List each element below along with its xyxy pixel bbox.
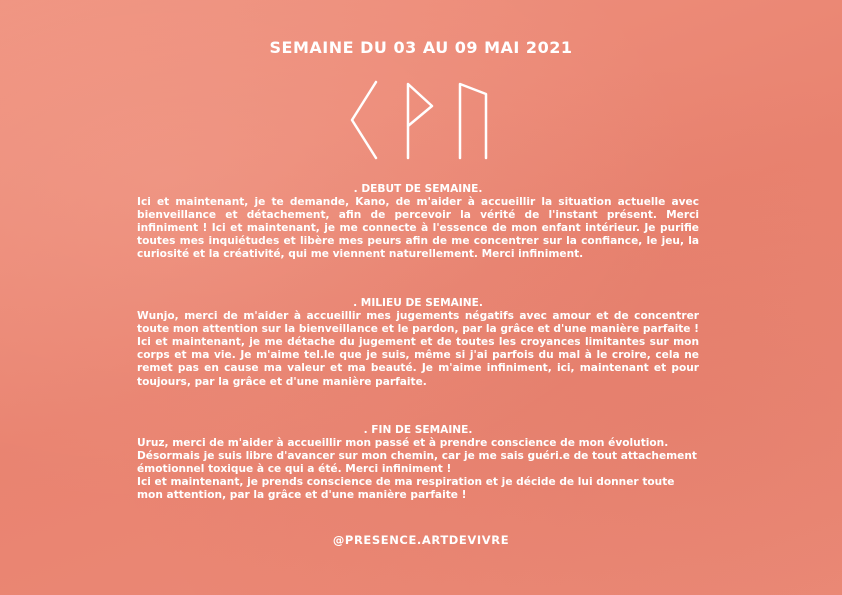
- section-text: Ici et maintenant, je te demande, Kano, de m'aider à accueillir la situation actuelle avec bienveillance et détachement, afin de percevoir la vérité de l'instant présent. Merci infiniment ! Ici et maintenant, je me connecte à l'essence de mon enfant intérieur. Je purifie toutes mes inquiétudes et libère mes peurs afin de me concentrer sur la confiance, le jeu, la curiosité et la créativité, qui me viennent naturellement. Merci infiniment.: [137, 196, 699, 261]
- instagram-handle: @PRESENCE.ARTDEVIVRE: [332, 533, 510, 547]
- section-debut: [137, 183, 699, 262]
- section-text: Uruz, merci de m'aider à accueillir mon passé et à prendre conscience de mon évolution. Désormais je suis libre d'avancer sur mon chemin, car je me sais guéri.e de tout attachement émotionnel toxique à ce qui a été. Merci infiniment ! Ici et maintenant, je prends conscience de ma respiration et je décide de lui donner toute mon attention, par la grâce et d'une manière parfaite !: [137, 437, 697, 502]
- section-heading: . DEBUT DE SEMAINE.: [353, 183, 483, 195]
- kano-rune-icon: [352, 82, 376, 158]
- section-milieu: [137, 297, 699, 389]
- page-title: SEMAINE DU 03 AU 09 MAI 2021: [269, 38, 573, 57]
- section-fin: [137, 424, 699, 503]
- uruz-rune-icon: [460, 84, 486, 158]
- section-text: Wunjo, merci de m'aider à accueillir mes jugements négatifs avec amour et de concentrer toute mon attention sur la bienveillance et le pardon, par la grâce et d'une manière parfaite ! Ici et maintenant, je me détache du jugement et de toutes les croyances limitantes sur mon corps et ma vie. Je m'aime tel.le que je suis, même si j'ai parfois du mal à le croire, cela ne remet pas en cause ma valeur et ma beauté. Je m'aime infiniment, ici, maintenant et pour toujours, par la grâce et d'une manière parfaite.: [137, 310, 699, 388]
- section-heading: . FIN DE SEMAINE.: [363, 424, 473, 436]
- runes-logo: [342, 78, 502, 162]
- wunjo-rune-icon: [408, 84, 432, 158]
- section-heading: . MILIEU DE SEMAINE.: [353, 297, 483, 309]
